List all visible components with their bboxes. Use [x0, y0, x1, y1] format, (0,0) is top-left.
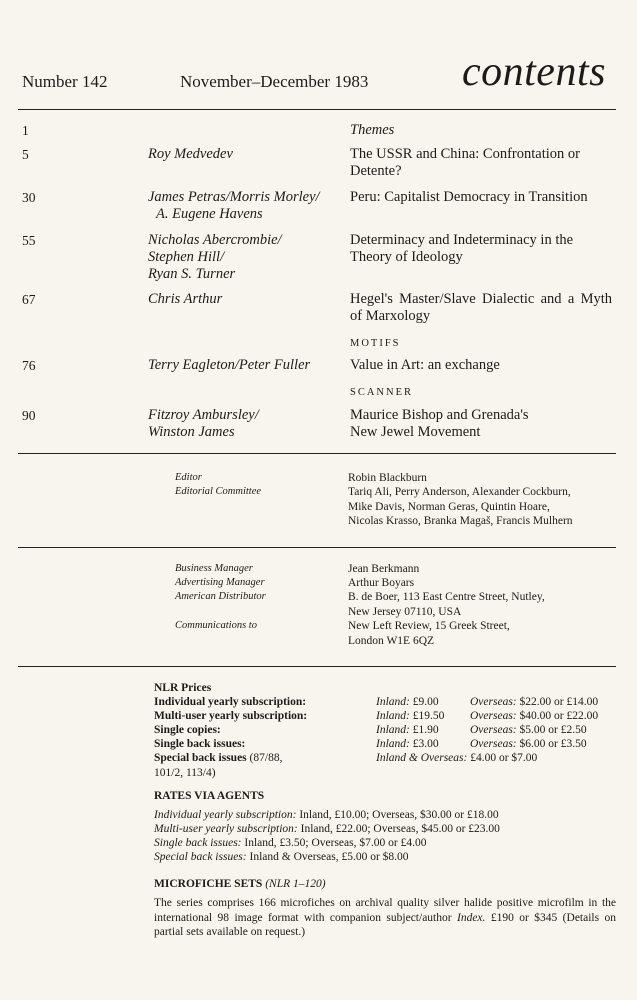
article-author: Roy Medvedev	[148, 146, 233, 162]
issue-number: Number 142	[22, 72, 108, 91]
special-back-issues-price: Inland & Overseas: £4.00 or $7.00	[376, 752, 538, 764]
advertising-manager-label: Advertising Manager	[175, 577, 265, 588]
page-title: contents	[462, 49, 606, 95]
article-title: Determinacy and Indeterminacy in the Theory of Ideology	[350, 232, 574, 265]
price-label: Individual yearly subscription:	[154, 696, 307, 708]
article-title: Peru: Capitalist Democracy in Transition	[350, 189, 588, 205]
editor-label: Editor	[175, 472, 202, 483]
article-title: Hegel's Master/Slave Dialectic and a Myth of Marxology	[350, 291, 612, 324]
price-overseas: Overseas: $22.00 or £14.00	[470, 696, 599, 708]
article-title: Maurice Bishop and Grenada's New Jewel Movement	[350, 407, 529, 440]
page-number: 30	[22, 190, 36, 205]
microfiche-description: The series comprises 166 microfiches on archival quality silver halide positive microfilm in the international 98 image format with companion subject/author Index. £190 or $345 (Details on partial sets available on request.)	[154, 897, 617, 938]
price-inland: Inland: £1.90	[376, 724, 439, 736]
article-author: James Petras/Morris Morley/ A. Eugene Havens	[148, 189, 320, 222]
article-author: Nicholas Abercrombie/ Stephen Hill/ Ryan S. Turner	[148, 232, 282, 282]
committee-names: Tariq Ali, Perry Anderson, Alexander Cockburn, Mike Davis, Norman Geras, Quintin Hoare, Nicolas Krasso, Branka Magaš, Francis Mulhern	[348, 486, 573, 527]
page-number: 55	[22, 233, 36, 248]
page-number: 67	[22, 292, 36, 307]
section-heading-scanner: SCANNER	[350, 387, 414, 398]
communications-label: Communications to	[175, 620, 257, 631]
page-number: 90	[22, 408, 36, 423]
article-author: Terry Eagleton/Peter Fuller	[148, 357, 311, 373]
price-overseas: Overseas: $40.00 or £22.00	[470, 710, 599, 722]
american-distributor: B. de Boer, 113 East Centre Street, Nutley, New Jersey 07110, USA	[348, 591, 545, 618]
special-back-issues-label: Special back issues (87/88, 101/2, 113/4)	[154, 752, 283, 779]
microfiche-heading: MICROFICHE SETS (NLR 1–120)	[154, 878, 326, 890]
prices-heading: NLR Prices	[154, 682, 212, 694]
price-overseas: Overseas: $6.00 or £3.50	[470, 738, 587, 750]
business-manager: Jean Berkmann	[348, 563, 420, 575]
page-number: 5	[22, 147, 29, 162]
price-label: Single copies:	[154, 724, 221, 736]
divider	[18, 547, 616, 548]
agent-rate: Individual yearly subscription: Inland, £10.00; Overseas, $30.00 or £18.00	[154, 809, 499, 821]
editor-name: Robin Blackburn	[348, 472, 427, 484]
committee-label: Editorial Committee	[175, 486, 262, 497]
agent-rate: Multi-user yearly subscription: Inland, £22.00; Overseas, $45.00 or £23.00	[154, 823, 500, 835]
article-title: Themes	[350, 122, 395, 138]
divider	[18, 109, 616, 110]
business-manager-label: Business Manager	[175, 563, 253, 574]
price-overseas: Overseas: $5.00 or £2.50	[470, 724, 587, 736]
agent-rate: Single back issues: Inland, £3.50; Overseas, $7.00 or £4.00	[154, 837, 427, 849]
page-number: 76	[22, 358, 36, 373]
issue-date: November–December 1983	[180, 72, 369, 91]
page-number: 1	[22, 123, 29, 138]
divider	[18, 453, 616, 454]
american-distributor-label: American Distributor	[175, 591, 266, 602]
article-author: Fitzroy Ambursley/ Winston James	[148, 407, 259, 440]
communications-address: New Left Review, 15 Greek Street, London W1E 6QZ	[348, 620, 510, 647]
article-title: Value in Art: an exchange	[350, 357, 500, 373]
price-label: Multi-user yearly subscription:	[154, 710, 308, 722]
agents-heading: RATES VIA AGENTS	[154, 790, 265, 802]
price-label: Single back issues:	[154, 738, 246, 750]
divider	[18, 666, 616, 667]
section-heading-motifs: MOTIFS	[350, 338, 401, 349]
article-title: The USSR and China: Confrontation or Detente?	[350, 146, 580, 179]
article-author: Chris Arthur	[148, 291, 223, 307]
price-inland: Inland: £3.00	[376, 738, 439, 750]
advertising-manager: Arthur Boyars	[348, 577, 415, 589]
agent-rate: Special back issues: Inland & Overseas, £5.00 or $8.00	[154, 851, 409, 863]
price-inland: Inland: £19.50	[376, 710, 445, 722]
price-inland: Inland: £9.00	[376, 696, 439, 708]
